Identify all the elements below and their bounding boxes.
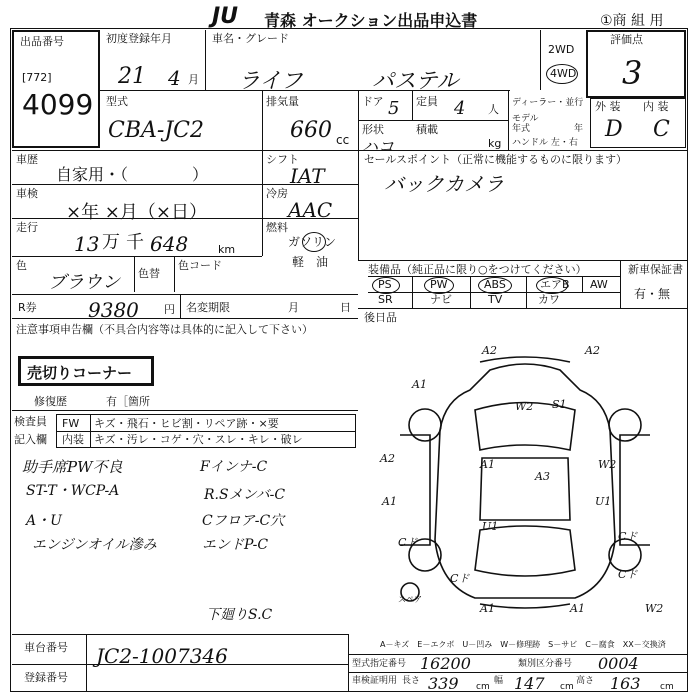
- mileage-label: 走行: [16, 221, 38, 234]
- aircon-label: 冷房: [266, 187, 288, 200]
- divider: [12, 318, 358, 319]
- fuel-gasoline: ガソリン: [288, 235, 337, 249]
- lot-label: 出品番号: [20, 35, 64, 48]
- divider: [620, 260, 621, 308]
- history-label: 車歴: [16, 153, 38, 166]
- fuel-label: 燃料: [266, 221, 288, 234]
- equip-circle: [478, 277, 512, 294]
- registration-month-unit: 月: [188, 73, 199, 86]
- damage-mark: Cド: [398, 536, 418, 549]
- equip-circle: [536, 277, 568, 294]
- displacement-unit: cc: [336, 133, 350, 147]
- model-label: 型式: [106, 95, 128, 108]
- exterior-value: D: [605, 117, 623, 142]
- shape-value: ハコ: [362, 137, 395, 156]
- handwritten-note: ST-T・WCP-A: [26, 483, 120, 499]
- category-value: 0004: [598, 654, 639, 673]
- handwritten-note: 助手席PW不良: [22, 458, 123, 476]
- equip-airbag: エアB: [540, 278, 570, 291]
- divider: [12, 294, 358, 295]
- repair-history-label: 修復歴: [34, 395, 67, 408]
- load-label: 積載: [416, 123, 438, 136]
- divider: [540, 30, 541, 90]
- notes-label: 注意事項申告欄（不具合内容等は具体的に記入して下さい）: [16, 323, 313, 336]
- handwritten-note: エンドP-C: [202, 537, 269, 553]
- car-damage-diagram: [370, 340, 680, 620]
- equip-navi: ナビ: [430, 293, 452, 306]
- checker-interior: 内装: [62, 433, 84, 446]
- registration-year: 21: [118, 64, 146, 89]
- damage-mark: A1: [480, 458, 495, 471]
- divider: [12, 150, 688, 151]
- damage-mark: A1: [480, 602, 495, 615]
- load-unit: kg: [488, 137, 502, 150]
- warranty-label: 新車保証書: [628, 263, 683, 276]
- equip-leather: カワ: [538, 293, 560, 306]
- color-change-label: 色替: [138, 267, 160, 280]
- divider: [348, 634, 349, 692]
- checker-label: 検査員: [14, 415, 47, 428]
- seats-unit: 人: [488, 103, 499, 116]
- shift-value: IAT: [290, 164, 325, 188]
- divider: [90, 414, 91, 448]
- model-year-label2: 年式: [512, 124, 531, 134]
- inspection-value: ×年 ×月（×日）: [66, 202, 207, 223]
- damage-mark: A2: [380, 452, 395, 465]
- meigi-label: 名変期限: [186, 301, 230, 314]
- seats-label: 定員: [416, 95, 438, 108]
- length-value: 339: [428, 674, 459, 693]
- meigi-month: 月: [288, 301, 299, 314]
- handwritten-note: Cフロア-C穴: [202, 513, 285, 529]
- damage-mark: U1: [482, 520, 499, 533]
- divider: [12, 410, 358, 411]
- header: [200, 2, 700, 30]
- divider: [412, 90, 413, 120]
- chassis-label: 車台番号: [24, 641, 68, 654]
- inspection-label: 車検: [16, 187, 38, 200]
- damage-mark: Cド: [618, 530, 638, 543]
- damage-mark: U1: [595, 495, 612, 508]
- equip-sr: SR: [378, 293, 393, 306]
- fuel-circle: [302, 232, 326, 252]
- spare-label: スペア: [398, 595, 422, 604]
- handwritten-note: A・U: [26, 513, 62, 529]
- height-unit: cm: [660, 682, 674, 692]
- selling-point-label: セールスポイント（正常に機能するものに限ります）: [364, 153, 628, 166]
- width-unit: cm: [560, 682, 574, 692]
- damage-mark: A2: [482, 344, 497, 357]
- seats-value: 4: [454, 98, 466, 119]
- designation-value: 16200: [420, 654, 471, 673]
- mileage-sen-unit: 千: [126, 232, 144, 253]
- color-label: 色: [16, 259, 27, 272]
- shape-label: 形状: [362, 123, 384, 136]
- designation-label: 型式指定番号: [352, 659, 407, 669]
- divider: [358, 150, 359, 260]
- equip-aw: AW: [590, 278, 608, 291]
- registration-month: 4: [168, 66, 181, 90]
- rear-label: 後日品: [364, 311, 397, 324]
- damage-mark: W2: [515, 400, 534, 413]
- checker-row1: キズ・飛石・ヒビ割・リペア跡・×要: [94, 417, 279, 430]
- car-grade: パステル: [372, 69, 459, 94]
- divider: [358, 260, 688, 261]
- car-name: ライフ: [238, 69, 303, 94]
- divider: [86, 634, 87, 692]
- auction-logo: JU: [212, 4, 239, 29]
- sold-corner-stamp: [18, 356, 154, 386]
- meigi-day: 日: [340, 301, 351, 314]
- divider: [134, 256, 135, 292]
- damage-mark: A3: [535, 470, 550, 483]
- divider: [205, 30, 206, 90]
- warranty-value: 有・無: [634, 287, 671, 301]
- handle-label: ハンドル 左・右: [512, 138, 578, 148]
- divider: [412, 276, 413, 308]
- damage-mark: Cド: [618, 568, 638, 581]
- doors-value: 5: [388, 98, 400, 119]
- divider: [508, 90, 509, 150]
- right-side: [620, 435, 650, 545]
- equip-ps: PS: [378, 278, 392, 291]
- damage-mark: A1: [570, 602, 585, 615]
- aircon-value: AAC: [288, 198, 333, 222]
- damage-mark: W2: [598, 458, 617, 471]
- damage-mark: S1: [552, 398, 567, 411]
- recycle-value: 9380: [88, 298, 139, 322]
- handwritten-note: 下廻りS.C: [206, 607, 273, 623]
- divider: [174, 256, 175, 292]
- divider: [12, 218, 358, 219]
- length-unit: cm: [476, 682, 490, 692]
- recycle-unit: 円: [164, 303, 175, 316]
- color-value: ブラウン: [48, 272, 120, 293]
- doors-label: ドア: [362, 95, 384, 108]
- damage-mark: A1: [382, 495, 397, 508]
- interior-label: 内 装: [643, 100, 669, 113]
- divider: [12, 256, 262, 257]
- width-label: 幅: [494, 676, 504, 686]
- recycle-label: R券: [18, 301, 37, 314]
- divider: [12, 634, 348, 635]
- score-box: [586, 30, 686, 98]
- exterior-interior-box: [590, 98, 686, 148]
- rear-window: [475, 526, 575, 576]
- lot-number-box: [12, 30, 100, 148]
- fuel-diesel: 軽 油: [292, 255, 329, 269]
- car-name-label: 車名・グレード: [212, 32, 289, 45]
- equip-circle: [372, 277, 400, 294]
- wheel-fl: [409, 409, 441, 441]
- drive-2wd: 2WD: [548, 43, 575, 56]
- wheel-fr: [609, 409, 641, 441]
- width-value: 147: [514, 674, 545, 693]
- divider: [358, 308, 688, 309]
- dealer-label: ディーラー・並行: [512, 98, 584, 108]
- divider: [262, 150, 263, 256]
- damage-mark: A1: [412, 378, 427, 391]
- score-label: 評価点: [610, 33, 643, 46]
- form-title: 青森 オークション出品申込書: [264, 11, 478, 30]
- model-year-unit: 年: [574, 124, 584, 134]
- history-value: 自家用・（ ）: [56, 165, 209, 184]
- divider: [358, 120, 508, 121]
- handwritten-note: R.Sメンバ-C: [204, 487, 286, 503]
- handwritten-note: Fインナ-C: [200, 459, 268, 475]
- selling-point-value: バックカメラ: [384, 172, 504, 196]
- displacement-label: 排気量: [266, 95, 299, 108]
- damage-mark: Cド: [450, 572, 470, 585]
- displacement-value: 660: [290, 118, 332, 143]
- color-code-label: 色コード: [178, 259, 222, 272]
- interior-value: C: [653, 117, 670, 142]
- divider: [262, 90, 263, 150]
- damage-legend: A－キズ E－エクボ U－凹み W－修理跡 S－サビ C－腐食 XX－交換済: [380, 640, 666, 649]
- lot-code: [772]: [22, 71, 52, 84]
- lot-number: 4099: [22, 88, 94, 121]
- height-value: 163: [610, 674, 641, 693]
- model-year-label: モデル: [512, 114, 539, 124]
- left-side: [400, 435, 430, 545]
- divider: [582, 276, 583, 292]
- stamp-text: 売切りコーナー: [27, 364, 133, 382]
- divider: [180, 294, 181, 318]
- divider: [12, 184, 358, 185]
- chassis-value: JC2-1007346: [96, 644, 228, 668]
- mileage-rest: 648: [150, 232, 189, 256]
- equip-pw: PW: [430, 278, 448, 291]
- equip-tv: TV: [488, 293, 503, 306]
- height-label: 高さ: [576, 676, 595, 686]
- equipment-label: 装備品（純正品に限り○をつけてください）: [368, 263, 587, 276]
- registration-label: 初度登録年月: [106, 32, 172, 45]
- equip-circle: [424, 277, 454, 294]
- model-value: CBA-JC2: [108, 118, 204, 143]
- reg-number-label: 登録番号: [24, 671, 68, 684]
- checker-row2: キズ・汚レ・コゲ・穴・スレ・キレ・破レ: [94, 433, 303, 446]
- drive-4wd: 4WD: [550, 67, 577, 80]
- handwritten-note: エンジンオイル滲み: [32, 537, 157, 553]
- category-label: 類別区分番号: [518, 659, 573, 669]
- copy-type: ①商 組 用: [600, 13, 664, 29]
- repair-history-value: 有［箇所: [106, 395, 150, 408]
- mileage-unit: km: [218, 243, 236, 256]
- divider: [470, 276, 471, 308]
- divider: [56, 431, 356, 432]
- divider: [526, 276, 527, 308]
- checker-label2: 記入欄: [14, 433, 47, 446]
- damage-mark: A2: [585, 344, 600, 357]
- damage-mark: W2: [645, 602, 664, 615]
- equip-abs: ABS: [484, 278, 506, 291]
- divider: [12, 664, 348, 665]
- mileage-man: 13: [74, 232, 100, 256]
- wheel-rr: [609, 539, 641, 571]
- checker-fw: FW: [62, 417, 80, 430]
- exterior-label: 外 装: [595, 100, 621, 113]
- mileage-man-unit: 万: [102, 232, 120, 253]
- length-label: 長さ: [402, 676, 421, 686]
- shift-label: シフト: [266, 153, 299, 166]
- score-value: 3: [622, 54, 643, 92]
- cert-label: 車検証明用: [352, 676, 398, 686]
- front-bumper: [480, 357, 570, 362]
